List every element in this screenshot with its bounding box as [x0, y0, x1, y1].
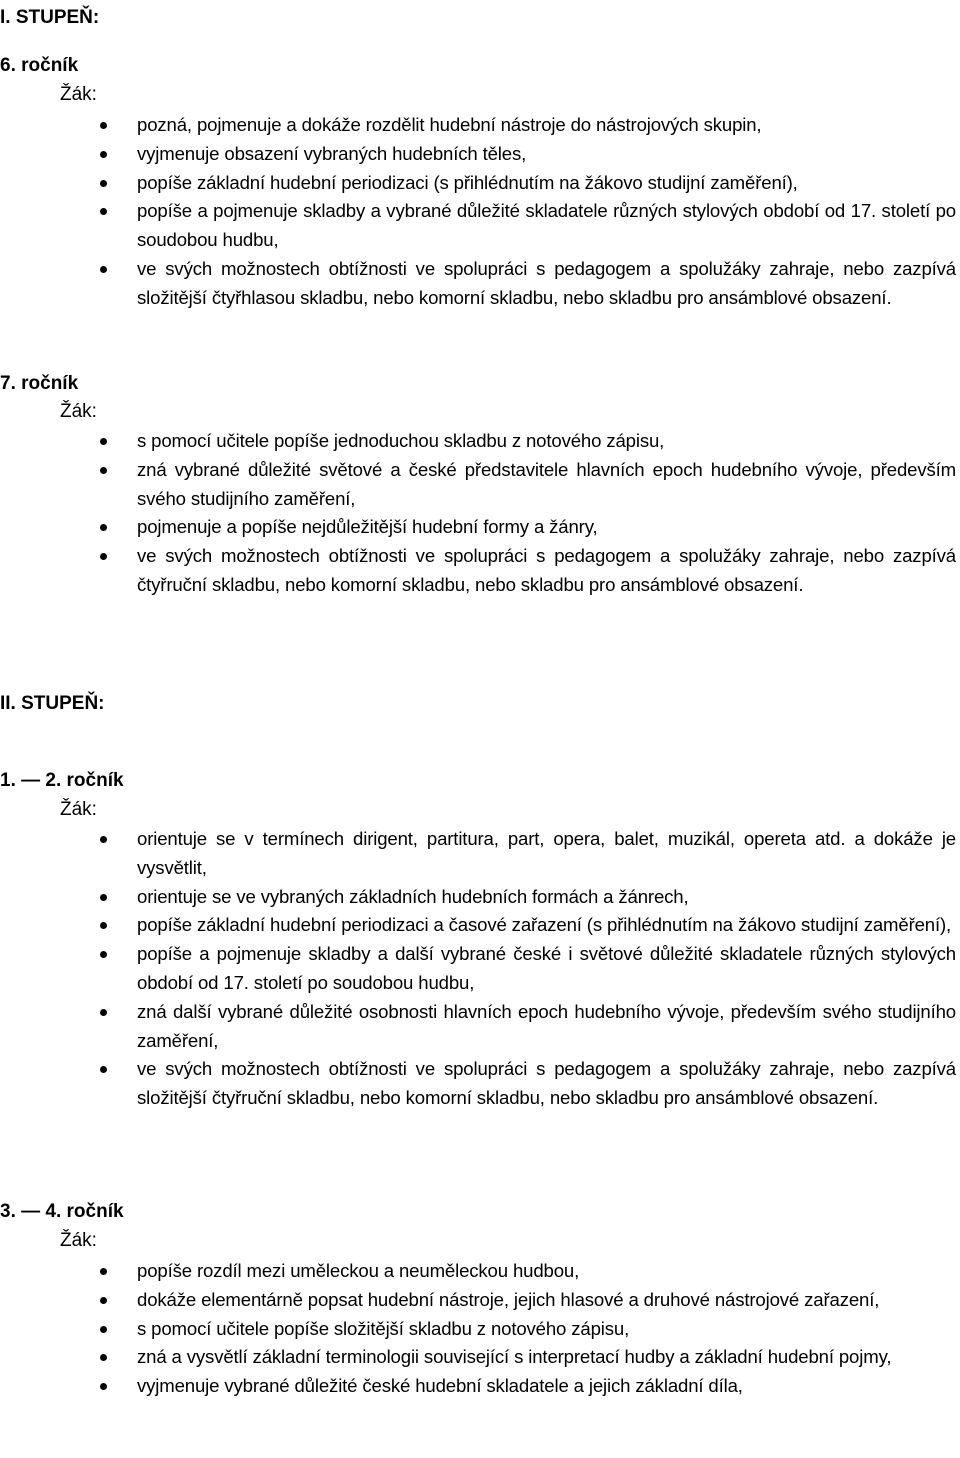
list-item: s pomocí učitele popíše jednoduchou skladbu z notového zápisu, [0, 427, 960, 456]
list-item: ve svých možnostech obtížnosti ve spolupráci s pedagogem a spolužáky zahraje, nebo zazpívá čtyřruční skladbu, nebo komorní skladbu, nebo skladbu pro ansámblové obsazení. [0, 542, 960, 600]
grade-6-title: 6. ročník [0, 55, 79, 76]
list-item: popíše základní hudební periodizaci a časové zařazení (s přihlédnutím na žákovo studijní zaměření), [0, 911, 960, 940]
grade-3-4-pupil-label: Žák: [60, 1230, 97, 1251]
grade-3-4-title: 3. — 4. ročník [0, 1201, 124, 1222]
list-item: popíše a pojmenuje skladby a vybrané důležité skladatele různých stylových období od 17. století po soudobou hudbu, [0, 197, 960, 255]
list-item: pozná, pojmenuje a dokáže rozdělit hudební nástroje do nástrojových skupin, [0, 111, 960, 140]
list-item: pojmenuje a popíše nejdůležitější hudební formy a žánry, [0, 513, 960, 542]
list-item: zná vybrané důležité světové a české představitele hlavních epoch hudebního vývoje, především svého studijního zaměření, [0, 456, 960, 514]
list-item: vyjmenuje vybrané důležité české hudební skladatele a jejich základní díla, [0, 1372, 960, 1401]
list-item: zná a vysvětlí základní terminologii související s interpretací hudby a základní hudební pojmy, [0, 1343, 960, 1372]
grade-7-outcomes-list [0, 427, 960, 600]
list-item: orientuje se ve vybraných základních hudebních formách a žánrech, [0, 883, 960, 912]
list-item: orientuje se v termínech dirigent, partitura, part, opera, balet, muzikál, opereta atd. a dokáže je vysvětlit, [0, 825, 960, 883]
list-item: vyjmenuje obsazení vybraných hudebních těles, [0, 140, 960, 169]
grade-7-title: 7. ročník [0, 373, 79, 394]
stage-2-title: II. STUPEŇ: [0, 693, 105, 714]
list-item: popíše základní hudební periodizaci (s přihlédnutím na žákovo studijní zaměření), [0, 169, 960, 198]
list-item: ve svých možnostech obtížnosti ve spolupráci s pedagogem a spolužáky zahraje, nebo zazpívá složitější čtyřruční skladbu, nebo komorní skladbu, nebo skladbu pro ansámblové obsazení. [0, 1055, 960, 1113]
grade-3-4-outcomes-list [0, 1257, 960, 1401]
grade-1-2-outcomes-list [0, 825, 960, 1113]
grade-6-outcomes-list [0, 111, 960, 313]
list-item: ve svých možnostech obtížnosti ve spolupráci s pedagogem a spolužáky zahraje, nebo zazpívá složitější čtyřhlasou skladbu, nebo komorní skladbu, nebo skladbu pro ansámblové obsazení. [0, 255, 960, 313]
stage-1-title: I. STUPEŇ: [0, 7, 100, 28]
list-item: s pomocí učitele popíše složitější skladbu z notového zápisu, [0, 1315, 960, 1344]
grade-1-2-title: 1. — 2. ročník [0, 770, 124, 791]
grade-6-pupil-label: Žák: [60, 84, 97, 105]
list-item: dokáže elementárně popsat hudební nástroje, jejich hlasové a druhové nástrojové zařazení, [0, 1286, 960, 1315]
list-item: zná další vybrané důležité osobnosti hlavních epoch hudebního vývoje, především svého studijního zaměření, [0, 998, 960, 1056]
list-item: popíše rozdíl mezi uměleckou a neuměleckou hudbou, [0, 1257, 960, 1286]
grade-1-2-pupil-label: Žák: [60, 799, 97, 820]
list-item: popíše a pojmenuje skladby a další vybrané české i světové důležité skladatele různých stylových období od 17. století po soudobou hudbu, [0, 940, 960, 998]
grade-7-pupil-label: Žák: [60, 401, 97, 422]
